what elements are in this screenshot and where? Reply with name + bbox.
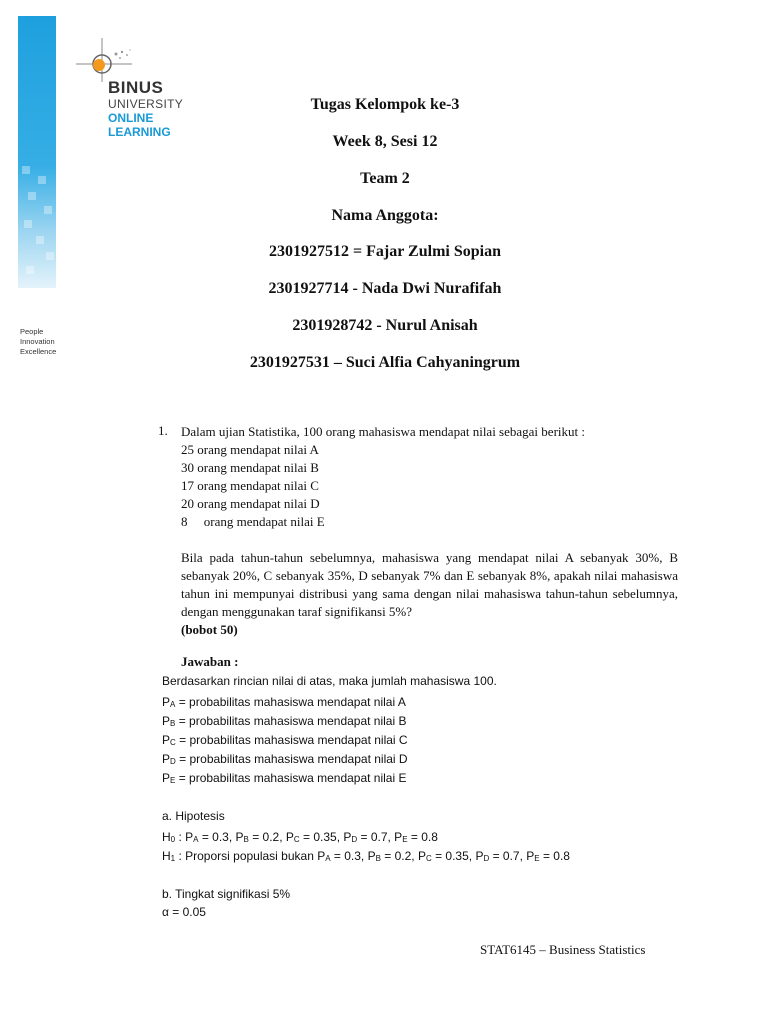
members-heading: Nama Anggota: (331, 207, 439, 224)
prob-subscript: E (170, 776, 176, 785)
prob-symbol: P (162, 752, 171, 766)
answer-heading: Jawaban : (181, 654, 239, 669)
h1-sub-c: C (425, 854, 432, 863)
grade-item: 8 orang mendapat nilai E (181, 514, 325, 529)
prob-symbol: P (162, 771, 171, 785)
prob-subscript: A (170, 700, 176, 709)
grade-item: 20 orang mendapat nilai D (181, 496, 320, 511)
h1-sub-e: E (534, 854, 540, 863)
question-intro: Dalam ujian Statistika, 100 orang mahasiswa mendapat nilai sebagai berikut : (181, 424, 585, 439)
prob-definition (162, 733, 408, 747)
prob-definition (162, 752, 408, 766)
grade-item: 30 orang mendapat nilai B (181, 460, 319, 475)
side-color-band (18, 16, 56, 288)
null-hypothesis (162, 830, 438, 844)
h1-sub-b: B (375, 854, 381, 863)
prob-text: = probabilitas mahasiswa mendapat nilai B (175, 714, 407, 728)
prob-symbol: P (162, 695, 171, 709)
prob-subscript: C (170, 738, 176, 747)
question-number: 1. (158, 423, 168, 438)
grade-item: 17 orang mendapat nilai C (181, 478, 319, 493)
logo-text-university: UNIVERSITY (108, 97, 184, 111)
h0-subscript: 0 (170, 835, 176, 844)
prob-definition (162, 771, 407, 785)
h1-val-d: = 0.7, P (489, 849, 535, 863)
brand-tagline (20, 327, 56, 357)
tagline-people: People (20, 327, 44, 336)
prob-symbol: P (162, 714, 171, 728)
logo-text-online: ONLINE (108, 111, 154, 125)
prob-definition (162, 714, 407, 728)
alternative-hypothesis (162, 849, 570, 863)
prob-subscript: B (170, 719, 176, 728)
binus-logo (72, 36, 192, 146)
prob-text: = probabilitas mahasiswa mendapat nilai D (175, 752, 408, 766)
tagline-innovation: Innovation (20, 337, 55, 346)
h1-sub-d: D (483, 854, 490, 863)
member-3: 2301928742 - Nurul Anisah (292, 317, 478, 334)
question-paragraph: Bila pada tahun-tahun sebelumnya, mahasiswa yang mendapat nilai A sebanyak 30%, B sebanyak 20%, C sebanyak 35%, D sebanyak 7% dan E sebanyak 8%, apakah nilai mahasiswa tahun ini mempunyai distribusi yang sama dengan nilai mahasiswa tahun-tahun sebelumnya, dengan menggunakan taraf signifikansi 5%? (181, 550, 678, 619)
prob-text: = probabilitas mahasiswa mendapat nilai C (175, 733, 408, 747)
h0-val-d: = 0.7, P (357, 830, 403, 844)
h0-val-c: = 0.35, P (299, 830, 352, 844)
tagline-excellence: Excellence (20, 347, 57, 356)
prob-definition (162, 695, 406, 709)
h1-val-c: = 0.35, P (431, 849, 484, 863)
answer-summary: Berdasarkan rincian nilai di atas, maka jumlah mahasiswa 100. (162, 674, 497, 688)
h1-val-b: = 0.2, P (380, 849, 426, 863)
h1-text: : Proporsi populasi bukan P (175, 849, 326, 863)
prob-subscript: D (170, 757, 176, 766)
hypothesis-heading: a. Hipotesis (162, 809, 225, 823)
assignment-title: Tugas Kelompok ke-3 (310, 96, 460, 113)
h1-symbol: H (162, 849, 171, 863)
member-2: 2301927714 - Nada Dwi Nurafifah (268, 280, 502, 297)
h1-val-a: = 0.3, P (330, 849, 376, 863)
h1-subscript: 1 (170, 854, 176, 863)
page-footer-course: STAT6145 – Business Statistics (480, 942, 646, 957)
h0-text: : P (175, 830, 194, 844)
h0-sub-c: C (293, 835, 300, 844)
h0-sub-e: E (402, 835, 408, 844)
question-body (181, 423, 678, 639)
prob-text: = probabilitas mahasiswa mendapat nilai A (175, 695, 406, 709)
team-label: Team 2 (360, 170, 410, 187)
logo-text-binus: BINUS (108, 78, 164, 97)
h0-val-a: = 0.3, P (198, 830, 244, 844)
grade-item: 25 orang mendapat nilai A (181, 442, 319, 457)
week-session: Week 8, Sesi 12 (332, 133, 438, 150)
alpha-value: α = 0.05 (162, 905, 206, 919)
h0-val-e: = 0.8 (407, 830, 438, 844)
h0-sub-b: B (243, 835, 249, 844)
h0-sub-a: A (193, 835, 199, 844)
h1-sub-a: A (325, 854, 331, 863)
h0-val-b: = 0.2, P (248, 830, 294, 844)
member-1: 2301927512 = Fajar Zulmi Sopian (269, 243, 501, 260)
logo-text-learning: LEARNING (108, 125, 171, 139)
h0-sub-d: D (351, 835, 358, 844)
h0-symbol: H (162, 830, 171, 844)
prob-symbol: P (162, 733, 171, 747)
significance-heading: b. Tingkat signifikasi 5% (162, 887, 291, 901)
h1-val-e: = 0.8 (539, 849, 570, 863)
prob-text: = probabilitas mahasiswa mendapat nilai E (175, 771, 407, 785)
question-weight: (bobot 50) (181, 622, 238, 637)
member-4: 2301927531 – Suci Alfia Cahyaningrum (249, 354, 521, 371)
